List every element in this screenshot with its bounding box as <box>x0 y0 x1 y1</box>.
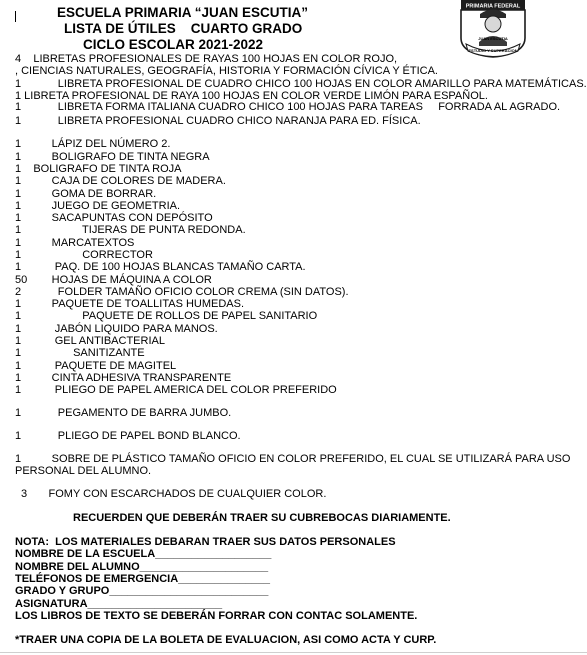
list-item: 1 GEL ANTIBACTERIAL <box>15 335 165 347</box>
list-item: 1 PAQ. DE 100 HOJAS BLANCAS TAMAÑO CARTA. <box>15 261 306 273</box>
school-logo <box>460 0 526 58</box>
list-item: 1 LIBRETA PROFESIONAL DE CUADRO CHICO 100 HOJAS EN COLOR AMARILLO PARA MATEMÁTICAS. <box>15 78 587 90</box>
list-item: 1 BOLIGRAFO DE TINTA NEGRA <box>15 151 210 163</box>
grade-group-field: GRADO Y GRUPO__________________________ <box>15 585 269 597</box>
footer-note: *TRAER UNA COPIA DE LA BOLETA DE EVALUACION, ASI COMO ACTA Y CURP. <box>15 634 437 646</box>
list-item: 1 SOBRE DE PLÁSTICO TAMAÑO OFICIO EN COLOR PREFERIDO, EL CUAL SE UTILIZARÁ PARA USO <box>15 453 571 465</box>
school-year: CICLO ESCOLAR 2021-2022 <box>83 37 264 52</box>
list-item: 1 SACAPUNTAS CON DEPÓSITO <box>15 212 213 224</box>
list-item: 3 FOMY CON ESCARCHADOS DE CUALQUIER COLOR. <box>21 488 327 500</box>
list-item: 2 FOLDER TAMAÑO OFICIO COLOR CREMA (SIN DATOS). <box>15 286 349 298</box>
list-item: 1 LIBRETA FORMA ITALIANA CUADRO CHICO 100 HOJAS PARA TAREAS FORRADA AL AGRADO. <box>15 101 561 113</box>
list-item: 1 TIJERAS DE PUNTA REDONDA. <box>15 224 246 236</box>
list-item: 1 CINTA ADHESIVA TRANSPARENTE <box>15 372 232 384</box>
school-name-field: NOMBRE DE LA ESCUELA___________________ <box>15 548 272 560</box>
list-item: 1 JUEGO DE GEOMETRIA. <box>15 200 181 212</box>
list-item: 1 MARCATEXTOS <box>15 237 135 249</box>
list-title: LISTA DE ÚTILES CUARTO GRADO <box>64 21 303 36</box>
note-heading: NOTA: LOS MATERIALES DEBARAN TRAER SUS DATOS PERSONALES <box>15 536 396 548</box>
school-name: ESCUELA PRIMARIA “JUAN ESCUTIA” <box>57 5 309 20</box>
svg-text:PRIMARIA FEDERAL: PRIMARIA FEDERAL <box>465 3 521 10</box>
text-cursor <box>15 11 16 22</box>
student-name-field: NOMBRE DEL ALUMNO_____________________ <box>15 561 269 573</box>
list-item: 1 CORRECTOR <box>15 249 153 261</box>
mask-reminder: RECUERDEN QUE DEBERÁN TRAER SU CUBREBOCAS DIARIAMENTE. <box>73 512 451 524</box>
list-item: 1 BOLIGRAFO DE TINTA ROJA <box>15 163 182 175</box>
emergency-phone-field: TELÉFONOS DE EMERGENCIA_______________ <box>15 573 270 585</box>
list-item: 4 LIBRETAS PROFESIONALES DE RAYAS 100 HOJAS EN COLOR ROJO, <box>15 53 398 65</box>
list-item: 1 LIBRETA PROFESIONAL DE RAYA 100 HOJAS EN COLOR VERDE LIMÓN PARA ESPAÑOL. <box>15 90 488 102</box>
subject-field: ASIGNATURA______________________ <box>15 598 223 610</box>
list-item: 1 PLIEGO DE PAPEL BOND BLANCO. <box>15 430 241 442</box>
svg-text:ESTUDIO Y SUPERACION: ESTUDIO Y SUPERACION <box>468 48 518 53</box>
list-item: 1 CAJA DE COLORES DE MADERA. <box>15 175 226 187</box>
list-item: 1 JABÓN LIQUIDO PARA MANOS. <box>15 323 218 335</box>
list-item: 1 LÁPIZ DEL NÚMERO 2. <box>15 138 171 150</box>
list-item: 1 PEGAMENTO DE BARRA JUMBO. <box>15 407 232 419</box>
list-item: 1 PLIEGO DE PAPEL AMERICA DEL COLOR PREFERIDO <box>15 384 337 396</box>
list-item: 1 SANITIZANTE <box>15 347 145 359</box>
list-item: 1 PAQUETE DE ROLLOS DE PAPEL SANITARIO <box>15 310 318 322</box>
list-item: 50 HOJAS DE MÁQUINA A COLOR <box>15 274 212 286</box>
list-item: 1 PAQUETE DE TOALLITAS HUMEDAS. <box>15 298 245 310</box>
list-item: 1 PAQUETE DE MAGITEL <box>15 360 177 372</box>
list-item: 1 LIBRETA PROFESIONAL CUADRO CHICO NARANJA PARA ED. FÍSICA. <box>15 115 421 127</box>
list-item: 1 GOMA DE BORRAR. <box>15 188 157 200</box>
textbook-note: LOS LIBROS DE TEXTO SE DEBERÁN FORRAR CON CONTAC SOLAMENTE. <box>15 610 418 622</box>
list-item: PERSONAL DEL ALUMNO. <box>15 465 152 477</box>
list-item: , CIENCIAS NATURALES, GEOGRAFÍA, HISTORIA Y FORMACIÓN CÍVICA Y ÉTICA. <box>15 65 438 77</box>
page-edge <box>0 652 587 653</box>
svg-text:JUAN ESCUTIA: JUAN ESCUTIA <box>478 36 508 41</box>
